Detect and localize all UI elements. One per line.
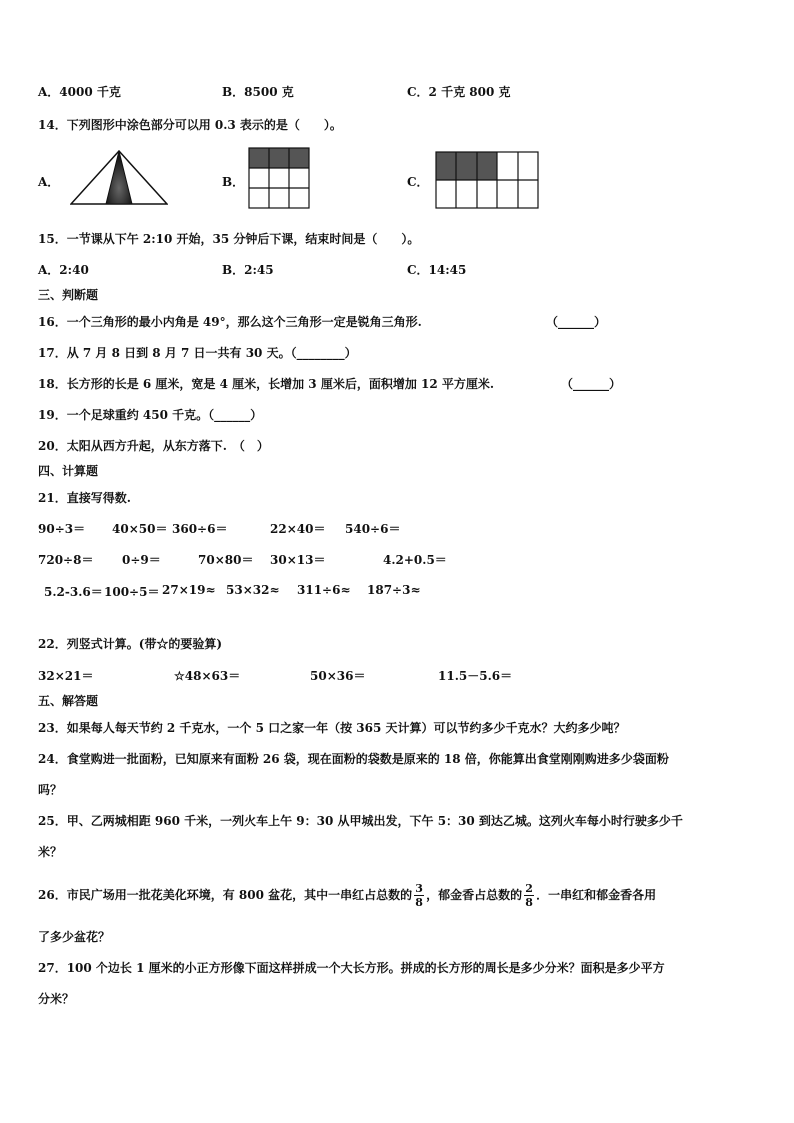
q21-stem: 21．直接写得数. bbox=[38, 491, 131, 505]
q19: 19．一个足球重约 450 千克。（______） bbox=[38, 408, 263, 422]
fraction-two-eighths bbox=[524, 883, 534, 908]
q25-line1: 25．甲、乙两城相距 960 千米，一列火车上午 9：30 从甲城出发，下午 5：30 到达乙城。这列火车每小时行驶多少千 bbox=[38, 814, 683, 828]
q21-item: 360÷6＝ bbox=[172, 522, 228, 536]
q26-text-part3: ．一串红和郁金香各用 bbox=[536, 888, 657, 902]
fraction-numerator: 3 bbox=[415, 882, 423, 895]
q22-item: 11.5－5.6＝ bbox=[438, 669, 513, 683]
fraction-denominator: 8 bbox=[525, 896, 533, 909]
q22-stem: 22．列竖式计算。(带☆的要验算) bbox=[38, 637, 223, 651]
fraction-three-eighths bbox=[414, 883, 424, 908]
q24-line1: 24．食堂购进一批面粉，已知原来有面粉 26 袋，现在面粉的袋数是原来的 18 倍，你能算出食堂刚刚购进多少袋面粉 bbox=[38, 752, 669, 766]
q21-item: 720÷8＝ bbox=[38, 553, 94, 567]
q18-stem: 18．长方形的长是 6 厘米，宽是 4 厘米，长增加 3 厘米后，面积增加 12 平方厘米. bbox=[38, 377, 495, 391]
q17: 17．从 7 月 8 日到 8 月 7 日一共有 30 天。（________） bbox=[38, 346, 357, 360]
q16-stem: 16．一个三角形的最小内角是 49°，那么这个三角形一定是锐角三角形. bbox=[38, 315, 422, 329]
q21-item: 27×19≈ bbox=[162, 583, 216, 597]
q21-item: 0÷9＝ bbox=[122, 553, 161, 567]
q22-item: ☆48×63＝ bbox=[174, 669, 241, 683]
q27-line1: 27．100 个边长 1 厘米的小正方形像下面这样拼成一个大长方形。拼成的长方形的周长是多少分米？面积是多少平方 bbox=[38, 961, 665, 975]
q27-line2: 分米？ bbox=[38, 992, 75, 1006]
q13-option-c: C．2 千克 800 克 bbox=[407, 85, 511, 99]
q14-label-b: B． bbox=[222, 175, 245, 189]
q14-figure-c bbox=[435, 151, 540, 211]
q21-item: 22×40＝ bbox=[270, 522, 326, 536]
fraction-numerator: 2 bbox=[525, 882, 533, 895]
q16-blank: （______） bbox=[546, 315, 607, 329]
q15-stem: 15．一节课从下午 2:10 开始，35 分钟后下课，结束时间是（ ）。 bbox=[38, 232, 420, 246]
q21-item: 90÷3＝ bbox=[38, 522, 86, 536]
section-heading-judgement: 三、判断题 bbox=[38, 288, 99, 302]
q14-label-a: A． bbox=[38, 175, 60, 189]
q14-stem: 14．下列图形中涂色部分可以用 0.3 表示的是（ ）。 bbox=[38, 118, 342, 132]
q23: 23．如果每人每天节约 2 千克水，一个 5 口之家一年（按 365 天计算）可以节约多少千克水？大约多少吨？ bbox=[38, 721, 626, 735]
q21-item: 70×80＝ bbox=[198, 553, 254, 567]
section-heading-calculation: 四、计算题 bbox=[38, 464, 99, 478]
q15-option-a: A．2:40 bbox=[38, 263, 89, 277]
q21-item: 53×32≈ bbox=[226, 583, 280, 597]
q21-item: 100÷5＝ bbox=[104, 585, 160, 599]
q22-item: 50×36＝ bbox=[310, 669, 366, 683]
q20: 20．太阳从西方升起，从东方落下. （ ） bbox=[38, 439, 269, 453]
q21-item: 187÷3≈ bbox=[367, 583, 421, 597]
fraction-denominator: 8 bbox=[415, 896, 423, 909]
q21-item: 540÷6＝ bbox=[345, 522, 401, 536]
q25-line2: 米？ bbox=[38, 845, 63, 859]
q13-option-b: B．8500 克 bbox=[222, 85, 294, 99]
q14-figure-b bbox=[248, 147, 312, 211]
q22-item: 32×21＝ bbox=[38, 669, 94, 683]
q13-option-a: A．4000 千克 bbox=[38, 85, 121, 99]
q21-item: 30×13＝ bbox=[270, 553, 326, 567]
q21-item: 40×50＝ bbox=[112, 522, 168, 536]
q14-label-c: C． bbox=[407, 175, 429, 189]
q18-blank: （______） bbox=[561, 377, 622, 391]
q26-text-part1: 26．市民广场用一批花美化环境，有 800 盆花，其中一串红占总数的 bbox=[38, 888, 413, 902]
q21-item: 311÷6≈ bbox=[297, 583, 351, 597]
q26-text-part2: ，郁金香占总数的 bbox=[426, 888, 523, 902]
q15-option-b: B．2:45 bbox=[222, 263, 274, 277]
q14-figure-a bbox=[70, 150, 168, 206]
q21-item: 4.2+0.5＝ bbox=[383, 553, 447, 567]
q26-line1 bbox=[38, 883, 656, 908]
section-heading-word-problems: 五、解答题 bbox=[38, 694, 99, 708]
q26-line2: 了多少盆花？ bbox=[38, 930, 111, 944]
q24-line2: 吗？ bbox=[38, 783, 63, 797]
q21-item: 5.2-3.6＝ bbox=[44, 585, 103, 599]
q15-option-c: C．14:45 bbox=[407, 263, 467, 277]
